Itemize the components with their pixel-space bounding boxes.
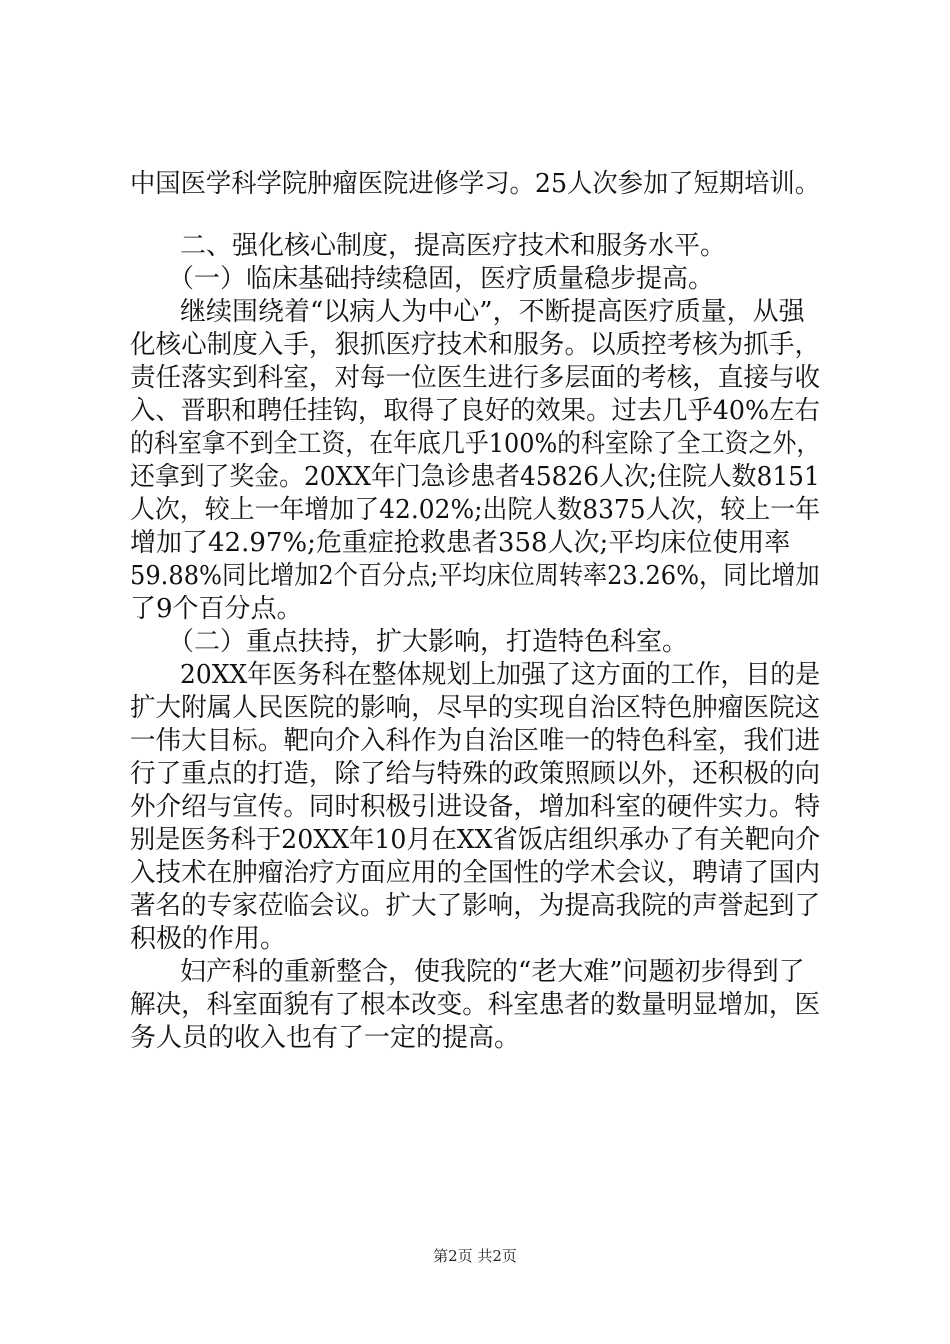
text-line: 扩大附属人民医院的影响，尽早的实现自治区特色肿瘤医院这 — [130, 693, 821, 723]
text-line: 59.88%同比增加2个百分点;平均床位周转率23.26%，同比增加 — [130, 561, 820, 591]
text-line: 了9个百分点。 — [130, 594, 303, 624]
subsection-heading: （二）重点扶持，扩大影响，打造特色科室。 — [168, 627, 689, 657]
text-line: 的科室拿不到全工资，在年底几乎100%的科室除了全工资之外， — [130, 429, 821, 459]
text-line: 继续围绕着“以病人为中心”，不断提高医疗质量，从强 — [180, 297, 805, 327]
subsection-heading: （一）临床基础持续稳固，医疗质量稳步提高。 — [168, 264, 715, 294]
text-line: 20XX年医务科在整体规划上加强了这方面的工作，目的是 — [180, 660, 821, 690]
text-line: 务人员的收入也有了一定的提高。 — [130, 1023, 521, 1053]
text-line: 增加了42.97%;危重症抢救患者358人次;平均床位使用率 — [130, 528, 791, 558]
section-heading: 二、强化核心制度，提高医疗技术和服务水平。 — [180, 231, 727, 261]
text-line: 积极的作用。 — [130, 924, 287, 954]
text-line: 入、晋职和聘任挂钩，取得了良好的效果。过去几乎40%左右 — [130, 396, 820, 426]
text-line: 解决，科室面貌有了根本改变。科室患者的数量明显增加，医 — [130, 990, 821, 1020]
text-line: 人次，较上一年增加了42.02%;出院人数8375人次，较上一年 — [130, 495, 821, 525]
text-line: 责任落实到科室，对每一位医生进行多层面的考核，直接与收 — [130, 363, 821, 393]
text-line: 别是医务科于20XX年10月在XX省饭店组织承办了有关靶向介 — [130, 825, 821, 855]
text-line: 中国医学科学院肿瘤医院进修学习。25人次参加了短期培训。 — [130, 169, 821, 199]
text-line: 入技术在肿瘤治疗方面应用的全国性的学术会议，聘请了国内 — [130, 858, 821, 888]
text-line: 一伟大目标。靶向介入科作为自治区唯一的特色科室，我们进 — [130, 726, 821, 756]
text-line: 还拿到了奖金。20XX年门急诊患者45826人次;住院人数8151 — [130, 462, 820, 492]
text-line: 外介绍与宣传。同时积极引进设备，增加科室的硬件实力。特 — [130, 792, 821, 822]
text-line: 妇产科的重新整合，使我院的“老大难”问题初步得到了 — [180, 957, 805, 987]
page-number-footer: 第2页 共2页 — [433, 1247, 517, 1265]
text-line: 化核心制度入手，狠抓医疗技术和服务。以质控考核为抓手， — [130, 330, 821, 360]
text-line: 著名的专家莅临会议。扩大了影响，为提高我院的声誉起到了 — [130, 891, 821, 921]
text-line: 行了重点的打造，除了给与特殊的政策照顾以外，还积极的向 — [130, 759, 821, 789]
